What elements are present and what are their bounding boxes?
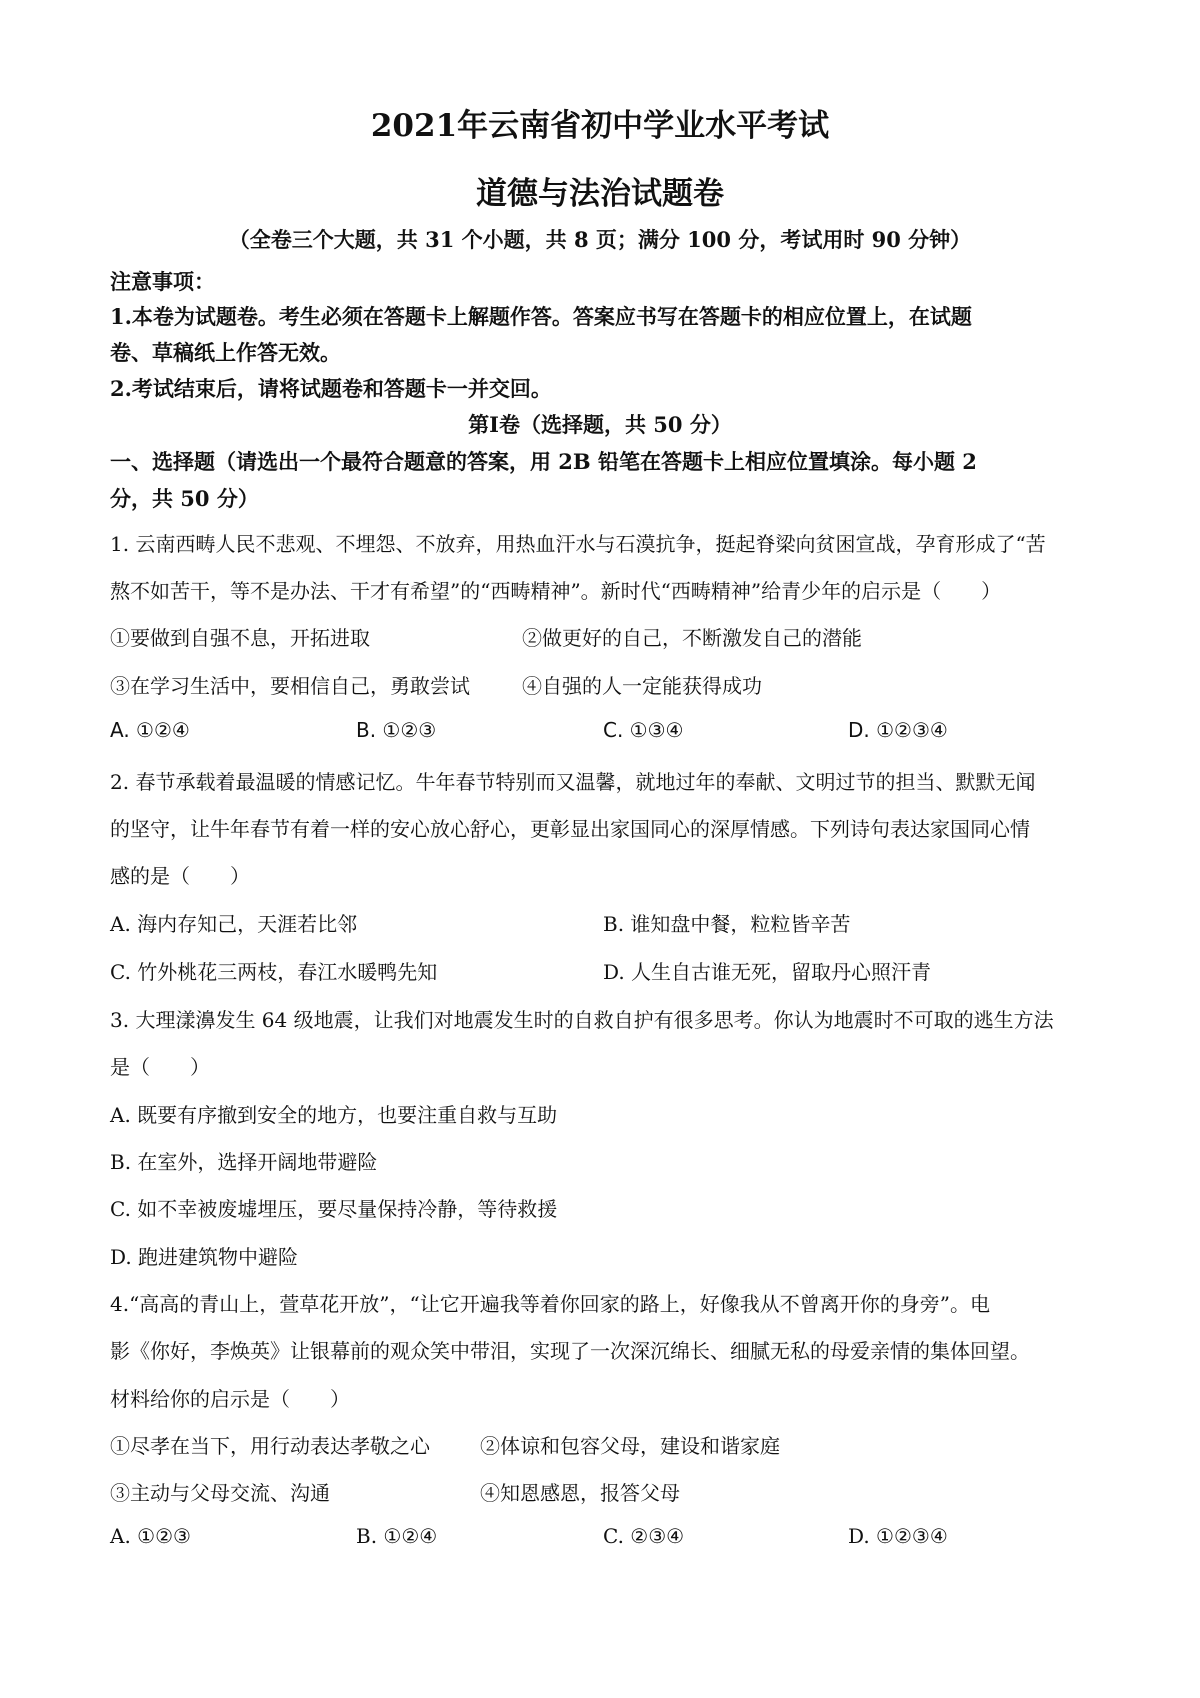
- question-1-statement-1: ①要做到自强不息，开拓进取: [110, 626, 370, 650]
- question-4-stem-cont-2: 材料给你的启示是（ ）: [110, 1387, 350, 1411]
- volume-title: 第Ⅰ卷（选择题，共 50 分）: [468, 412, 732, 437]
- exam-subject-title: 道德与法治试题卷: [476, 176, 724, 212]
- question-2-option-a: A. 海内存知己，天涯若比邻: [110, 912, 358, 936]
- question-4-statement-2: ②体谅和包容父母，建设和谐家庭: [480, 1434, 780, 1458]
- question-4-option-c: C. ②③④: [603, 1524, 685, 1548]
- part-title-cont: 分，共 50 分）: [110, 486, 259, 511]
- question-4-statement-4: ④知恩感恩，报答父母: [480, 1481, 680, 1505]
- notice-item-1: 1.本卷为试题卷。考生必须在答题卡上解题作答。答案应书写在答题卡的相应位置上，在试题: [110, 304, 972, 329]
- notice-item-2: 2.考试结束后，请将试题卷和答题卡一并交回。: [110, 376, 552, 401]
- question-1-option-a: A. ①②④: [110, 718, 190, 742]
- question-2-option-c: C. 竹外桃花三两枝，春江水暖鸭先知: [110, 960, 438, 984]
- exam-title: 2021年云南省初中学业水平考试: [370, 108, 830, 144]
- question-1-option-b: B. ①②③: [356, 718, 437, 742]
- part-title: 一、选择题（请选出一个最符合题意的答案，用 2B 铅笔在答题卡上相应位置填涂。每小题 2: [110, 449, 977, 474]
- notice-heading: 注意事项：: [110, 269, 215, 294]
- notice-item-1-cont: 卷、草稿纸上作答无效。: [110, 340, 341, 365]
- question-4-option-b: B. ①②④: [356, 1524, 438, 1548]
- question-4-stem: 4.“高高的青山上，萱草花开放”，“让它开遍我等着你回家的路上，好像我从不曾离开你的身旁”。电: [110, 1292, 990, 1316]
- question-3-option-a: A. 既要有序撤到安全的地方，也要注重自救与互助: [110, 1103, 558, 1127]
- question-4-statement-3: ③主动与父母交流、沟通: [110, 1481, 330, 1505]
- question-1-option-c: C. ①③④: [603, 718, 684, 742]
- question-4-option-d: D. ①②③④: [848, 1524, 948, 1548]
- question-1-statement-4: ④自强的人一定能获得成功: [522, 674, 762, 698]
- question-3-option-c: C. 如不幸被废墟埋压，要尽量保持冷静，等待救援: [110, 1197, 558, 1221]
- question-1-statement-2: ②做更好的自己，不断激发自己的潜能: [522, 626, 862, 650]
- question-4-statement-1: ①尽孝在当下，用行动表达孝敬之心: [110, 1434, 430, 1458]
- question-2-stem: 2. 春节承载着最温暖的情感记忆。牛年春节特别而又温馨，就地过年的奉献、文明过节的担当、默默无闻: [110, 770, 1036, 794]
- question-3-stem-cont: 是（ ）: [110, 1055, 210, 1079]
- question-1-statement-3: ③在学习生活中，要相信自己，勇敢尝试: [110, 674, 470, 698]
- question-2-stem-cont-2: 感的是（ ）: [110, 864, 250, 888]
- question-1-option-d: D. ①②③④: [848, 718, 948, 742]
- question-2-option-b: B. 谁知盘中餐，粒粒皆辛苦: [603, 912, 851, 936]
- question-1-stem-cont: 熬不如苦干，等不是办法、干才有希望”的“西畴精神”。新时代“西畴精神”给青少年的启示是（ ）: [110, 579, 1002, 603]
- question-3-option-b: B. 在室外，选择开阔地带避险: [110, 1150, 378, 1174]
- question-1-stem: 1. 云南西畴人民不悲观、不埋怨、不放弃，用热血汗水与石漠抗争，挺起脊梁向贫困宣战，孕育形成了“苦: [110, 532, 1046, 556]
- question-2-option-d: D. 人生自古谁无死，留取丹心照汗青: [603, 960, 932, 984]
- question-3-stem: 3. 大理漾濞发生 64 级地震，让我们对地震发生时的自救自护有很多思考。你认为地震时不可取的逃生方法: [110, 1008, 1054, 1032]
- exam-subtitle: （全卷三个大题，共 31 个小题，共 8 页；满分 100 分，考试用时 90 分钟）: [228, 227, 972, 252]
- question-2-stem-cont: 的坚守，让牛年春节有着一样的安心放心舒心，更彰显出家国同心的深厚情感。下列诗句表达家国同心情: [110, 817, 1030, 841]
- question-4-stem-cont: 影《你好，李焕英》让银幕前的观众笑中带泪，实现了一次深沉绵长、细腻无私的母爱亲情的集体回望。: [110, 1339, 1030, 1363]
- question-3-option-d: D. 跑进建筑物中避险: [110, 1245, 299, 1269]
- question-4-option-a: A. ①②③: [110, 1524, 191, 1548]
